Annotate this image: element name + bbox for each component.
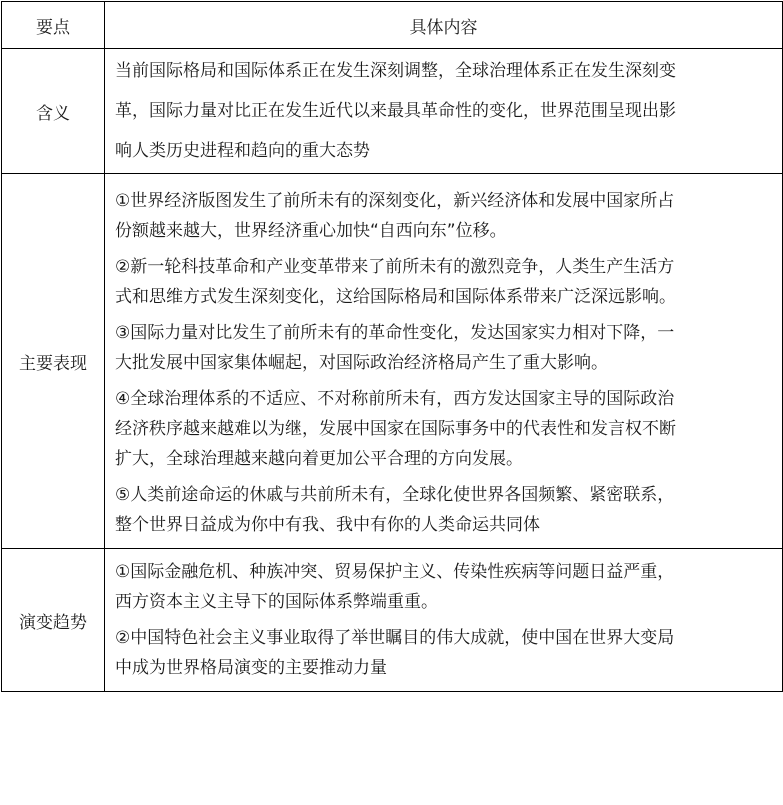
paragraph bbox=[115, 623, 774, 683]
text-line: ④全球治理体系的不适应、不对称前所未有，西方发达国家主导的国际政治 bbox=[115, 389, 675, 409]
row-content bbox=[105, 549, 783, 692]
text-line: 当前国际格局和国际体系正在发生深刻调整，全球治理体系正在发生深刻变 bbox=[115, 61, 676, 81]
text-line: 扩大，全球治理越来越向着更加公平合理的方向发展。 bbox=[115, 449, 523, 469]
text-line: 份额越来越大，世界经济重心加快“自西向东”位移。 bbox=[115, 221, 507, 241]
text-line: ⑤人类前途命运的休戚与共前所未有，全球化使世界各国频繁、紧密联系， bbox=[115, 485, 675, 505]
paragraph bbox=[115, 384, 774, 474]
text-line: 中成为世界格局演变的主要推动力量 bbox=[115, 658, 387, 678]
text-line: 经济秩序越来越难以为继，发展中国家在国际事务中的代表性和发言权不断 bbox=[115, 419, 676, 439]
text-line: 西方资本主义主导下的国际体系弊端重重。 bbox=[115, 592, 438, 612]
text-line: ③国际力量对比发生了前所未有的革命性变化，发达国家实力相对下降，一 bbox=[115, 323, 675, 343]
row-content bbox=[105, 174, 783, 549]
content-table bbox=[1, 1, 783, 692]
table-row bbox=[2, 174, 783, 549]
text-line: 整个世界日益成为你中有我、我中有你的人类命运共同体 bbox=[115, 515, 540, 535]
text-line: 响人类历史进程和趋向的重大态势 bbox=[115, 141, 370, 161]
text-line: 革，国际力量对比正在发生近代以来最具革命性的变化，世界范围呈现出影 bbox=[115, 101, 676, 121]
header-row bbox=[2, 2, 783, 49]
row-key: 主要表现 bbox=[2, 174, 105, 549]
paragraph bbox=[115, 318, 774, 378]
row-key: 演变趋势 bbox=[2, 549, 105, 692]
text-line: 大批发展中国家集体崛起，对国际政治经济格局产生了重大影响。 bbox=[115, 353, 608, 373]
text-line: ②新一轮科技革命和产业变革带来了前所未有的激烈竞争，人类生产生活方 bbox=[115, 257, 675, 277]
table-row bbox=[2, 549, 783, 692]
paragraph bbox=[115, 557, 774, 617]
paragraph bbox=[115, 480, 774, 540]
header-key: 要点 bbox=[2, 2, 105, 49]
header-content: 具体内容 bbox=[105, 2, 783, 49]
text-line: ①世界经济版图发生了前所未有的深刻变化，新兴经济体和发展中国家所占 bbox=[115, 191, 675, 211]
text-line: ②中国特色社会主义事业取得了举世瞩目的伟大成就，使中国在世界大变局 bbox=[115, 628, 675, 648]
paragraph bbox=[115, 186, 774, 246]
text-line: ①国际金融危机、种族冲突、贸易保护主义、传染性疾病等问题日益严重， bbox=[115, 562, 675, 582]
paragraph bbox=[115, 252, 774, 312]
table-row bbox=[2, 49, 783, 174]
row-content bbox=[105, 49, 783, 174]
row-key: 含义 bbox=[2, 49, 105, 174]
text-line: 式和思维方式发生深刻变化，这给国际格局和国际体系带来广泛深远影响。 bbox=[115, 287, 676, 307]
